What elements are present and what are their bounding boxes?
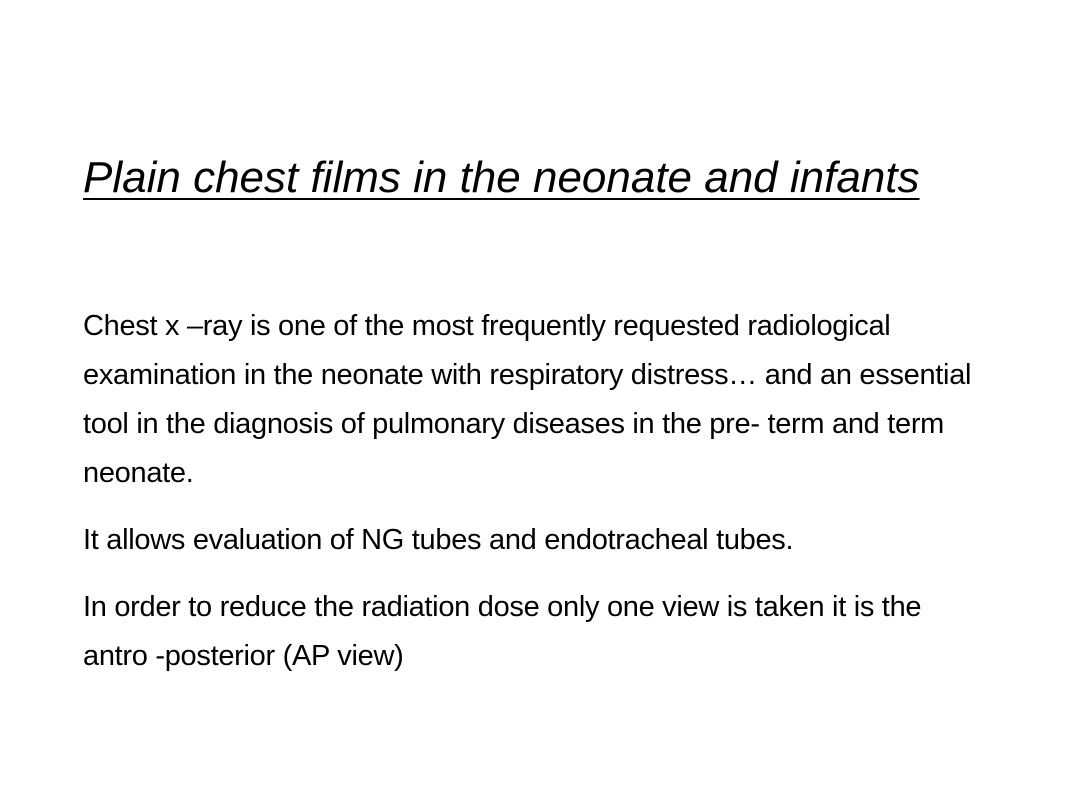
slide-title: Plain chest films in the neonate and infants [83,153,920,202]
paragraph-radiation-dose: In order to reduce the radiation dose only one view is taken it is the antro -posterior (AP view) [83,591,922,672]
paragraph-tubes-evaluation: It allows evaluation of NG tubes and endotracheal tubes. [83,524,794,556]
slide-body [83,302,983,699]
paragraph-chest-xray: Chest x –ray is one of the most frequently requested radiological examination in the neonate with respiratory distress… and an essential tool in the diagnosis of pulmonary diseases in the pre- term and term neonate. [83,310,972,489]
